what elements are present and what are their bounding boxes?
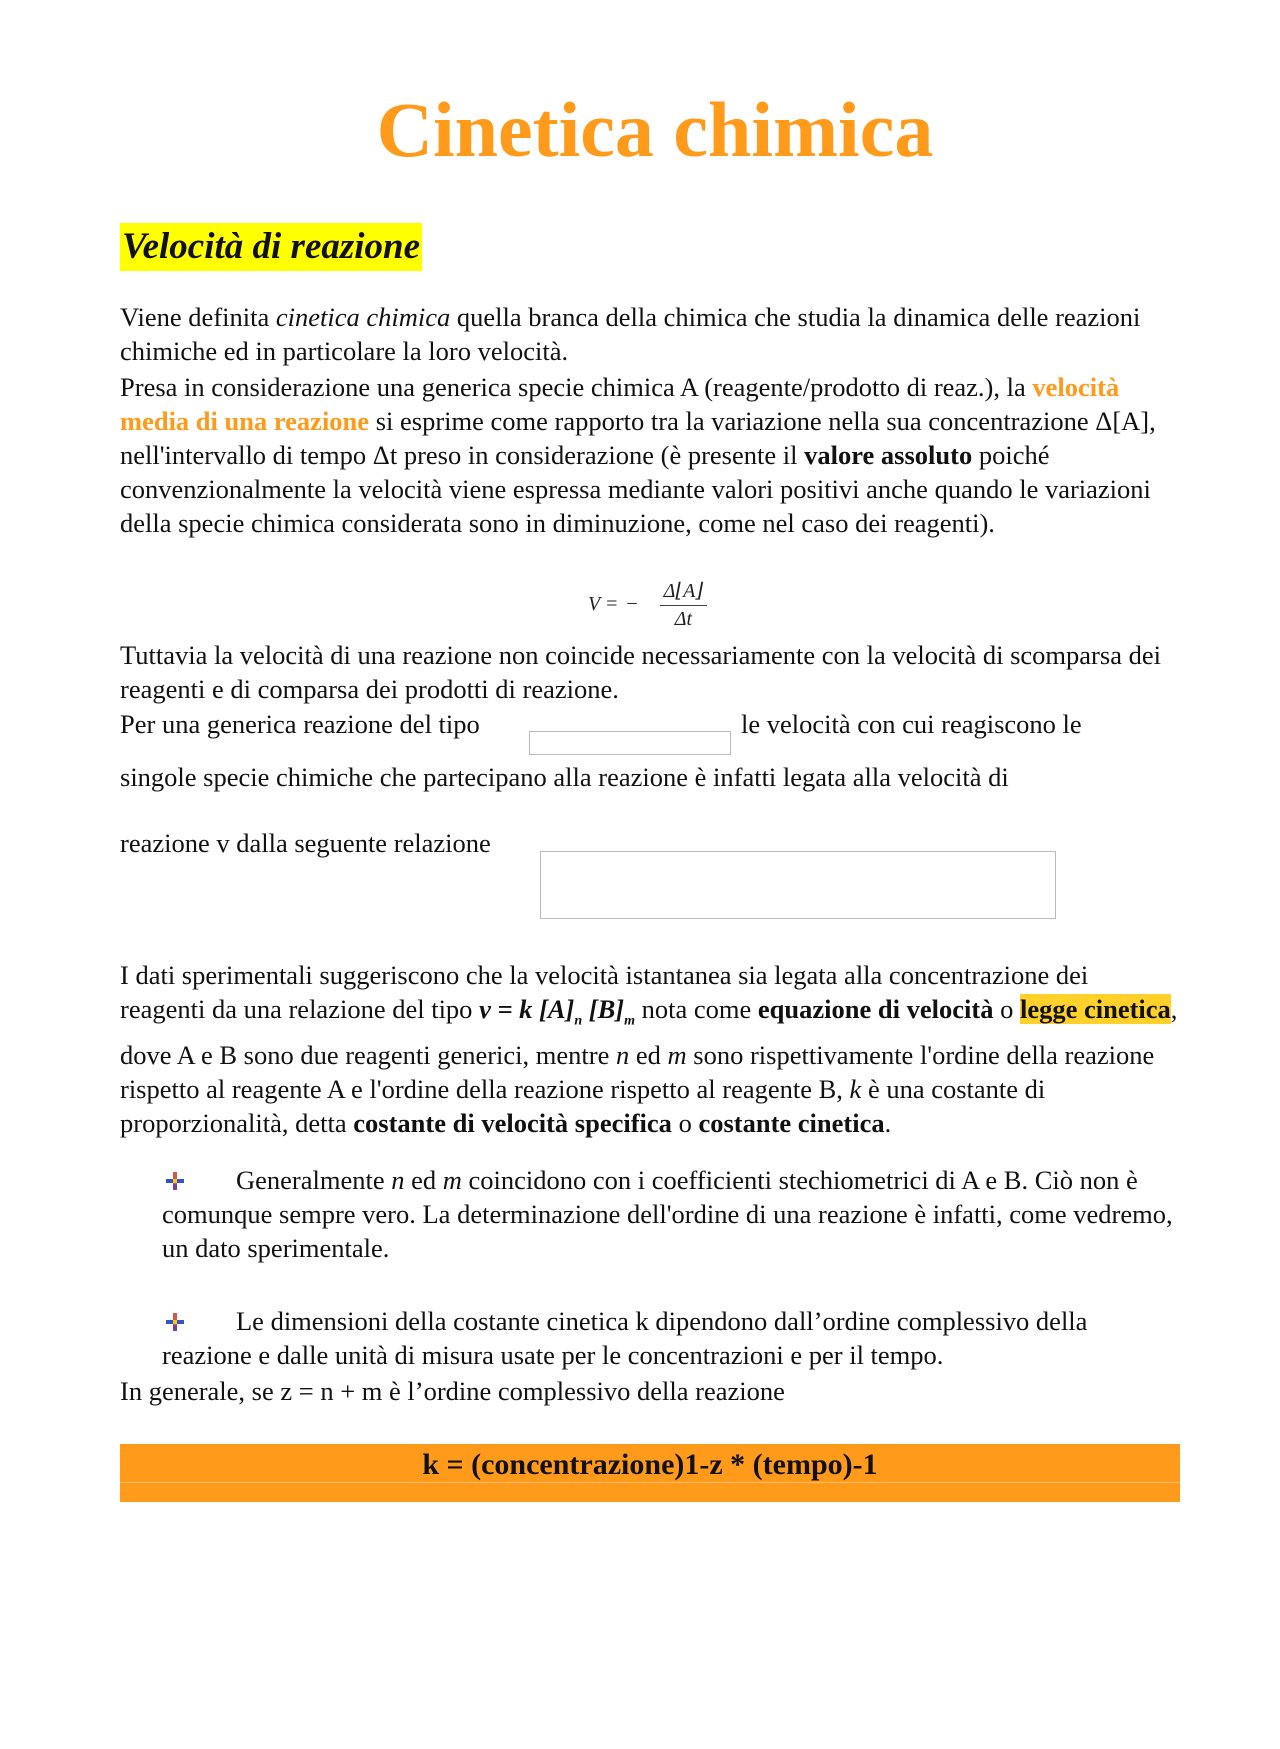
text-run: Per una generica reazione del tipo <box>120 709 480 739</box>
text-run: quella branca della chimica che studia la dinamica delle reazioni chimiche ed in particolare la loro velocità. <box>120 302 1141 366</box>
bullet-text <box>162 1163 1182 1265</box>
bullet-item <box>162 1163 1182 1265</box>
rate-law-exponent-n: n <box>574 1013 583 1029</box>
formula-fraction <box>660 578 708 631</box>
term-velocita-media: velocità media di una reazione <box>120 372 1120 436</box>
formula-denominator: Δt <box>674 608 693 630</box>
rate-law-expression: v = k [A] <box>479 994 575 1024</box>
formula-sign: − <box>626 593 638 615</box>
paragraph-generica-reazione-cont: le velocità con cui reagiscono le <box>741 709 1082 739</box>
text-run: si esprime come rapporto tra la variazione nella sua concentrazione Δ[A], nell'intervallo di tempo Δt preso in considerazione (è presente il <box>120 406 1156 470</box>
text-run: o <box>671 1108 699 1139</box>
paragraph-singole-specie: singole specie chimiche che partecipano alla reazione è infatti legata alla velocità di <box>120 762 1009 792</box>
var-m: m <box>667 1040 687 1071</box>
text-run: poiché convenzionalmente la velocità viene espressa mediante valori positivi anche quando le variazioni della specie chimica considerata sono in diminuzione, come nel caso dei reagenti). <box>120 440 1151 538</box>
paragraph-relazione: reazione v dalla seguente relazione <box>120 828 491 858</box>
bullet-text: Le dimensioni della costante cinetica k dipendono dall’ordine complessivo della reazione e dalle unità di misura usate per le concentrazioni e per il tempo. <box>162 1306 1088 1370</box>
var-k: k <box>849 1074 862 1105</box>
bullet-cross-icon <box>166 1313 184 1331</box>
text-run: , dove A e B sono due reagenti generici, mentre <box>120 994 1178 1071</box>
page-title: Cinetica chimica <box>376 86 934 173</box>
paragraph-dati-sperimentali <box>120 958 1180 1140</box>
paragraph-in-generale: In generale, se z = n + m è l’ordine complessivo della reazione <box>120 1376 785 1406</box>
text-run: . <box>884 1108 892 1139</box>
paragraph-intro <box>120 300 1180 368</box>
text-run: o <box>993 994 1020 1024</box>
term-cinetica-chimica: cinetica chimica <box>275 302 451 332</box>
velocity-formula <box>588 578 707 631</box>
text-run: Presa in considerazione una generica specie chimica A (reagente/prodotto di reaz.), la <box>120 372 1033 402</box>
text-run: è una costante di proporzionalità, detta <box>120 1074 1046 1139</box>
k-formula: k = (concentrazione)1-z * (tempo)-1 <box>422 1448 878 1481</box>
formula-numerator: Δ⌊A⌋ <box>660 578 708 606</box>
equation-placeholder-large <box>540 851 1056 919</box>
text-run: ed <box>629 1040 668 1071</box>
text-run: sono rispettivamente l'ordine della reazione rispetto al reagente A e l'ordine della reazione rispetto al reagente B, <box>120 1040 1155 1105</box>
term-equazione-di-velocita: equazione di velocità <box>757 994 994 1024</box>
text-run: I dati sperimentali suggeriscono che la velocità istantanea sia legata alla concentrazione dei reagenti da una relazione del tipo <box>120 960 1089 1024</box>
bullet-cross-icon <box>166 1172 184 1190</box>
k-formula-box <box>120 1444 1180 1502</box>
term-costante-di-velocita: costante di velocità specifica <box>353 1108 672 1139</box>
term-valore-assoluto: valore assoluto <box>804 440 973 470</box>
text-run: Viene definita <box>120 302 276 332</box>
equation-placeholder-small <box>529 731 731 755</box>
var-n: n <box>391 1165 405 1195</box>
text-run: Generalmente <box>236 1165 392 1195</box>
text-run: coincidono con i coefficienti stechiometrici di A e B. Ciò non è comunque sempre vero. La determinazione dell'ordine di una reazione è infatti, come vedremo, un dato sperimentale. <box>162 1165 1173 1263</box>
text-run: nota come <box>635 994 758 1024</box>
formula-lhs: V = <box>588 593 619 615</box>
term-costante-cinetica: costante cinetica <box>698 1108 885 1139</box>
text-run: ed <box>404 1165 443 1195</box>
section-heading: Velocità di reazione <box>120 223 422 271</box>
rate-law-expression-b: [B] <box>582 994 625 1024</box>
bullet-item <box>162 1304 1182 1372</box>
paragraph-velocita-media <box>120 370 1180 540</box>
rate-law-exponent-m: m <box>624 1013 636 1029</box>
term-legge-cinetica: legge cinetica <box>1019 994 1171 1024</box>
var-n: n <box>615 1040 630 1071</box>
var-m: m <box>442 1165 462 1195</box>
paragraph-tuttavia: Tuttavia la velocità di una reazione non coincide necessariamente con la velocità di scomparsa dei reagenti e di comparsa dei prodotti di reazione. <box>120 640 1161 704</box>
